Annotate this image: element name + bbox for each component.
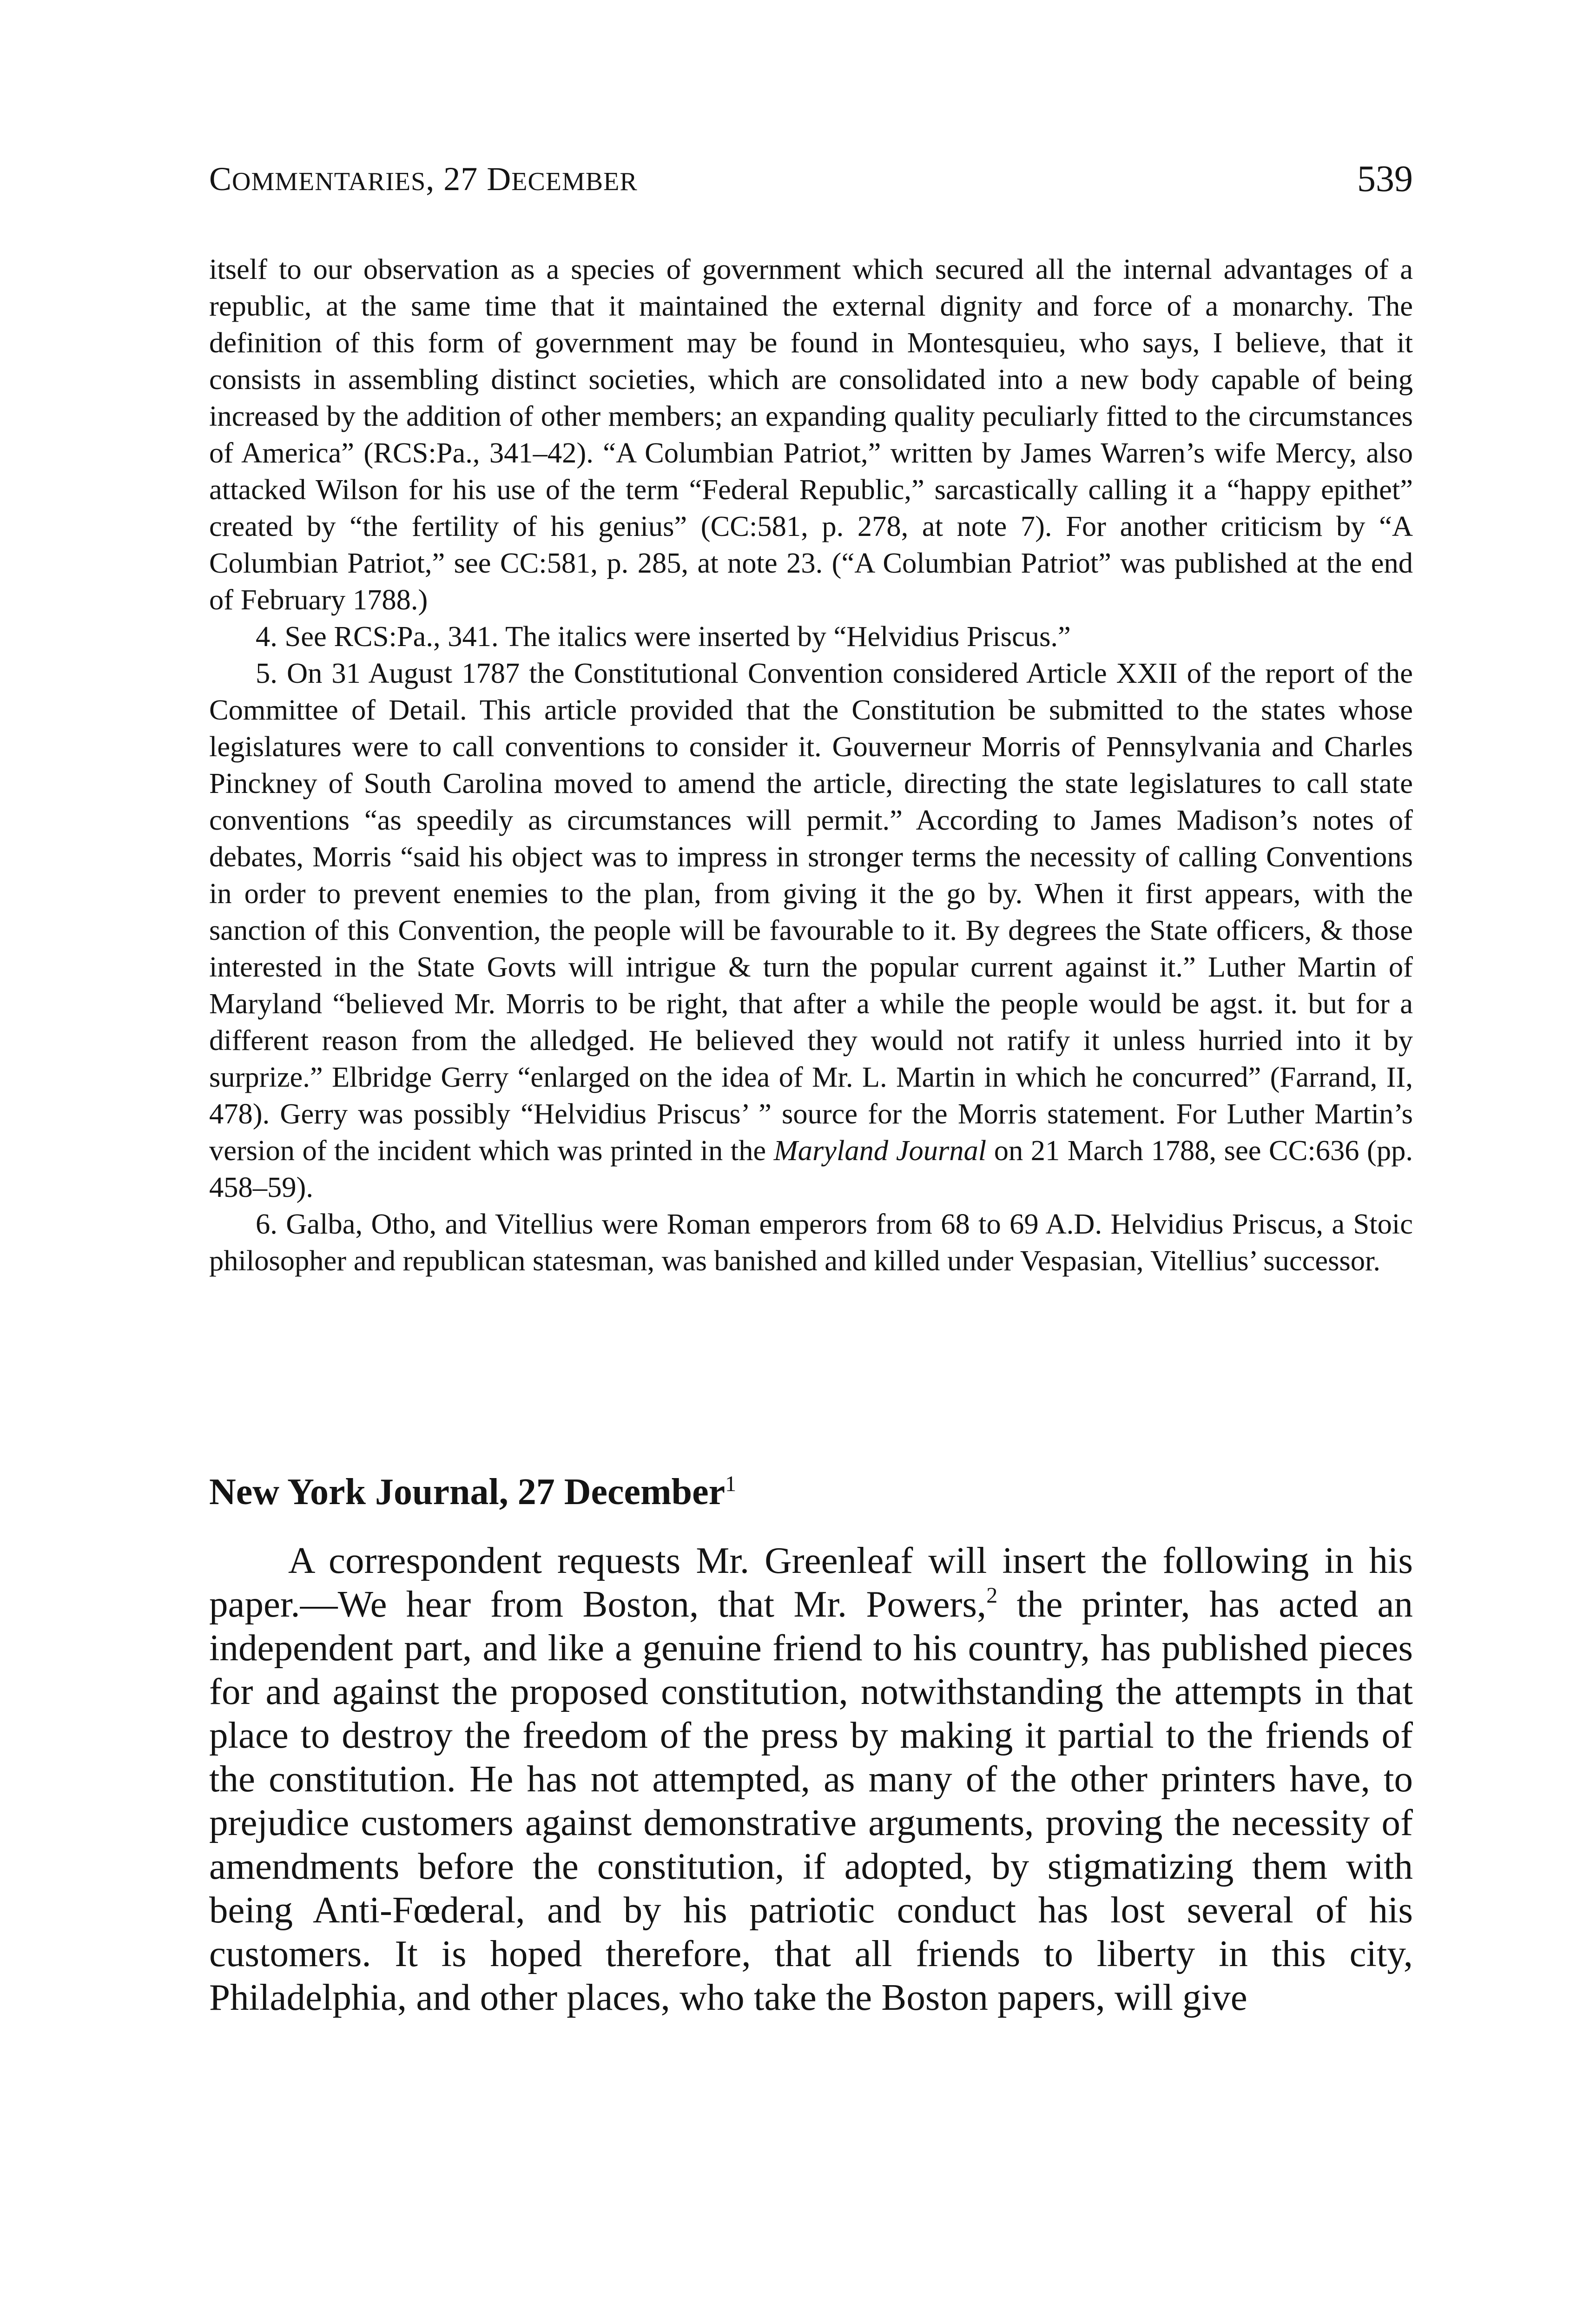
document-page: [209, 0, 1413, 2324]
footnotes-block: [209, 251, 1413, 1279]
running-head-date: , 27: [426, 160, 487, 198]
page-number: 539: [1357, 158, 1413, 199]
running-head-month: ECEMBER: [511, 167, 638, 196]
note-5-italic-title: Maryland Journal: [773, 1134, 987, 1167]
running-head-month-initial: D: [487, 160, 512, 198]
article-note-ref: 2: [986, 1583, 998, 1608]
note-5-text-end: on 21 March 1788, see CC:636 (pp. 458–59).: [209, 1134, 1413, 1203]
note-5-text: 5. On 31 August 1787 the Constitutional Convention considered Article XXII of the report of the Committee of Detail. This article provided that the Constitution be submitted to the states whose legislatures were to call conventions to consider it. Gouverneur Morris of Pennsylvania and Charles Pinckney of South Carolina moved to amend the article, directing the state legislatures to call state conventions “as speedily as circumstances will permit.” According to James Madison’s notes of debates, Morris “said his object was to impress in stronger terms the necessity of calling Conventions in order to prevent enemies to the plan, from giving it the go by. When it first appears, with the sanction of this Convention, the people will be favourable to it. By degrees the State officers, & those interested in the State Govts will intrigue & turn the popular current against it.” Luther Martin of Maryland “believed Mr. Morris to be right, that after a while the people would be agst. it. but for a different reason from the alledged. He believed they would not ratify it unless hurried into it by surprize.” Elbridge Gerry “enlarged on the idea of Mr. L. Martin in which he concurred” (Farrand, II, 478). Gerry was possibly “Helvidius Priscus’ ” source for the Morris statement. For Luther Martin’s version of the incident which was printed in the: [209, 657, 1413, 1167]
note-5: [209, 655, 1413, 1206]
heading-note-ref: 1: [725, 1472, 737, 1496]
section-heading-text: New York Journal, 27 December: [209, 1472, 726, 1512]
article-paragraph: [209, 1538, 1413, 2019]
running-head: [209, 153, 1413, 205]
article-body: [209, 1538, 1413, 2019]
section-heading: [209, 1464, 1413, 1520]
running-head-word: OMMENTARIES: [232, 167, 426, 196]
note-4: 4. See RCS:Pa., 341. The italics were inserted by “Helvidius Priscus.”: [256, 620, 1071, 653]
note-continuation: itself to our observation as a species of government which secured all the internal advantages of a republic, at the same time that it maintained the external dignity and force of a monarchy. The definition of this form of government may be found in Montesquieu, who says, I believe, that it consists in assembling distinct societies, which are consolidated into a new body capable of being increased by the addition of other members; an expanding quality peculiarly fitted to the circumstances of America” (RCS:Pa., 341–42). “A Columbian Patriot,” written by James Warren’s wife Mercy, also attacked Wilson for his use of the term “Federal Republic,” sarcastically calling it a “happy epithet” created by “the fertility of his genius” (CC:581, p. 278, at note 7). For another criticism by “A Columbian Patriot,” see CC:581, p. 285, at note 23. (“A Columbian Patriot” was published at the end of February 1788.): [209, 253, 1413, 616]
article-text-start: A correspondent requests Mr. Greenleaf will insert the following in his paper.—We hear from Boston, that Mr. Powers,: [209, 1539, 1413, 1625]
note-6: 6. Galba, Otho, and Vitellius were Roman emperors from 68 to 69 A.D. Helvidius Priscus, a Stoic philosopher and republican statesman, was banished and killed under Vespasian, Vitellius’ successor.: [209, 1208, 1413, 1277]
running-head-title: [209, 153, 638, 207]
article-text-rest: the printer, has acted an independent part, and like a genuine friend to his country, has published pieces for and against the proposed constitution, notwithstanding the attempts in that place to destroy the freedom of the press by making it partial to the friends of the constitution. He has not attempted, as many of the other printers have, to prejudice customers against demonstrative arguments, proving the necessity of amendments before the constitution, if adopted, by stigmatizing them with being Anti-Fœderal, and by his patriotic conduct has lost several of his customers. It is hoped therefore, that all friends to liberty in this city, Philadelphia, and other places, who take the Boston papers, will give: [209, 1583, 1413, 2018]
running-head-initial: C: [209, 160, 232, 198]
